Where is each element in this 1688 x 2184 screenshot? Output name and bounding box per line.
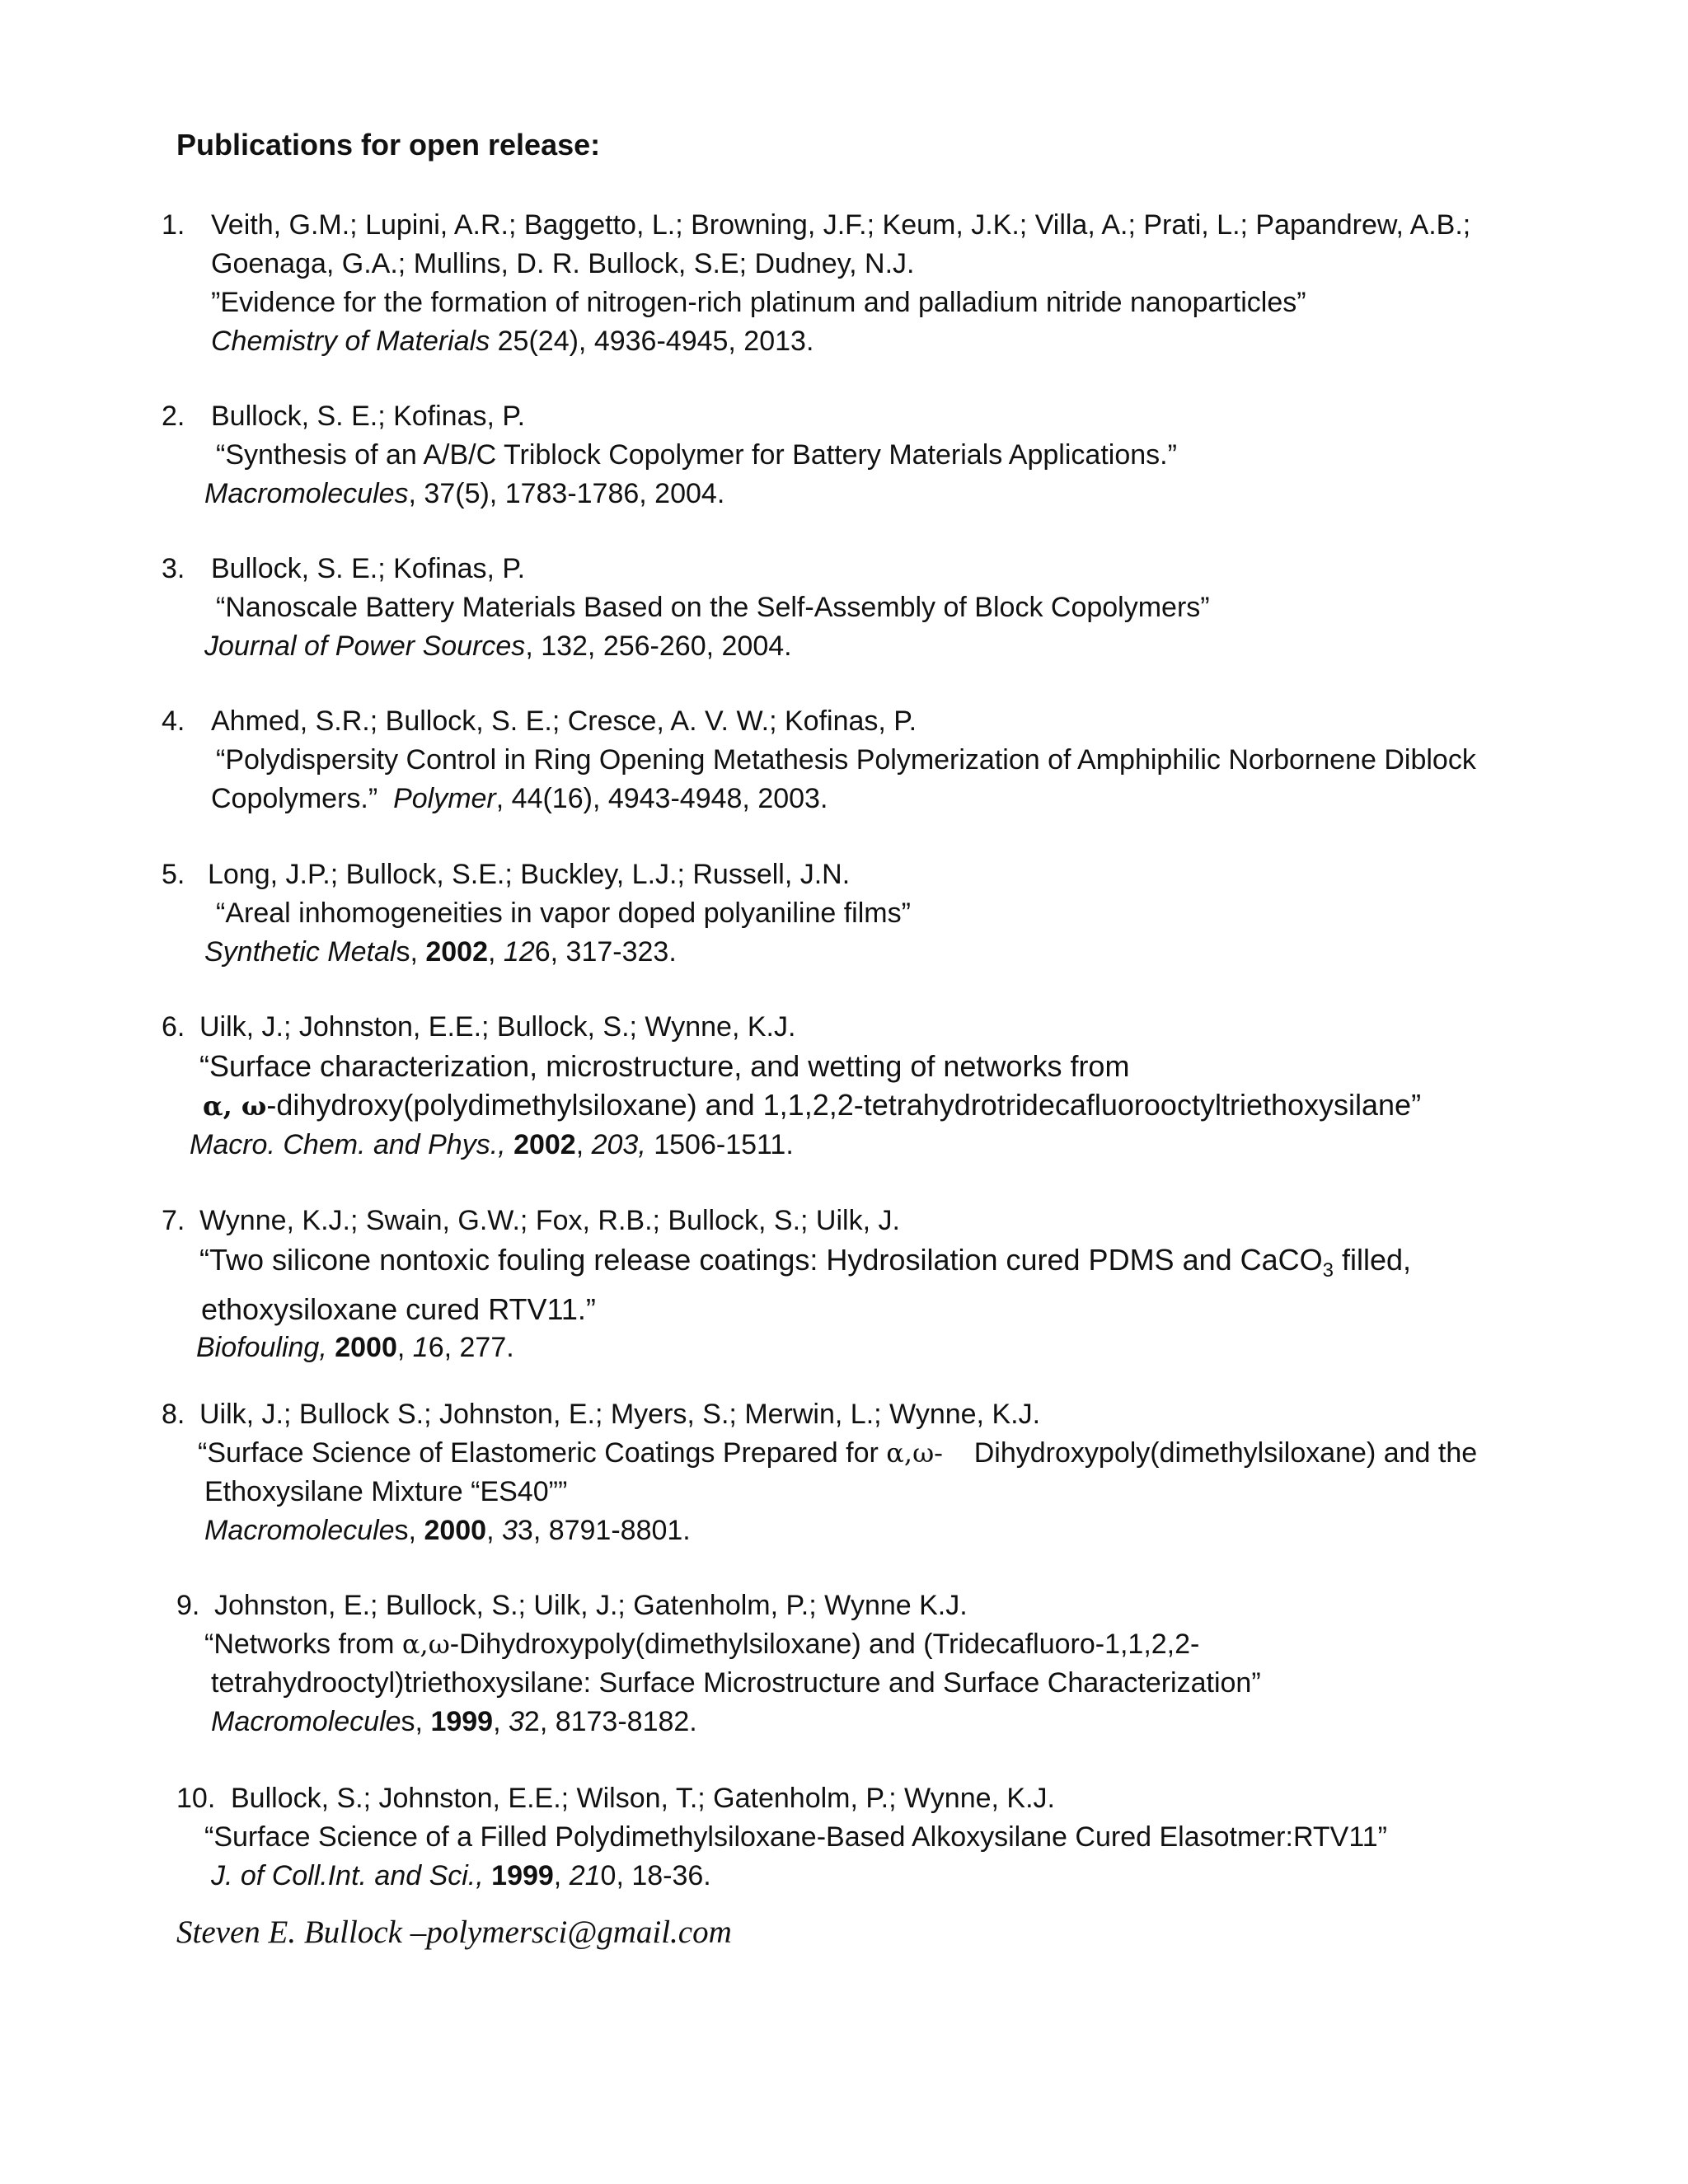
publication-citation xyxy=(211,780,1476,818)
publication-authors: Bullock, S. E.; Kofinas, P. xyxy=(211,553,526,584)
publication-citation xyxy=(204,627,1210,666)
citation-details: , xyxy=(486,1515,502,1546)
citation-details xyxy=(484,1860,491,1891)
publication-authors: Veith, G.M.; Lupini, A.R.; Baggetto, L.; Browning, J.F.; Keum, J.K.; Villa, A.; Prati, L.; Papandrew, A.B.; xyxy=(211,209,1471,241)
publication-citation xyxy=(204,933,911,972)
publication-citation xyxy=(211,322,1470,361)
greek-symbols: α,ω xyxy=(401,1629,450,1660)
publication-volume: 3 xyxy=(501,1515,518,1546)
publication-year: 2002 xyxy=(513,1129,576,1160)
citation-details: 2, 8173-8182. xyxy=(523,1706,697,1737)
publication-item xyxy=(162,702,1476,818)
publication-number: 9. xyxy=(176,1590,200,1621)
publication-item xyxy=(162,1008,1421,1165)
publication-authors: Uilk, J.; Bullock S.; Johnston, E.; Myers, S.; Merwin, L.; Wynne, K.J. xyxy=(199,1399,1041,1430)
publication-citation xyxy=(204,1511,1477,1550)
publication-citation xyxy=(211,1703,1261,1741)
publication-authors: Uilk, J.; Johnston, E.E.; Bullock, S.; Wynne, K.J. xyxy=(199,1011,796,1043)
citation-details: , xyxy=(493,1706,509,1737)
citation-details: s, xyxy=(396,936,426,968)
journal-name: J. of Coll.Int. and Sci., xyxy=(211,1860,484,1891)
citation-details: , 44(16), 4943-4948, 2003. xyxy=(495,783,828,814)
citation-details: s, xyxy=(401,1706,431,1737)
journal-name: Journal of Power Sources xyxy=(204,630,526,662)
citation-details: 25(24), 4936-4945, 2013. xyxy=(490,326,814,357)
publication-title-part: filled, xyxy=(1334,1243,1412,1277)
citation-details: 6, 277. xyxy=(428,1332,514,1364)
citation-details: , xyxy=(553,1860,570,1891)
publication-authors: Wynne, K.J.; Swain, G.W.; Fox, R.B.; Bullock, S.; Uilk, J. xyxy=(199,1205,900,1236)
journal-name: Macromolecule xyxy=(211,1706,401,1737)
publication-number: 4. xyxy=(162,705,185,737)
publication-number: 6. xyxy=(162,1011,185,1043)
publication-year: 2002 xyxy=(425,936,488,968)
publication-authors: Long, J.P.; Bullock, S.E.; Buckley, L.J.; Russell, J.N. xyxy=(208,859,851,890)
publication-citation xyxy=(196,1329,1411,1367)
page-title: Publications for open release: xyxy=(176,128,601,162)
publication-year: 1999 xyxy=(430,1706,494,1737)
publication-number: 2. xyxy=(162,401,185,432)
publication-item xyxy=(176,1586,1261,1741)
publication-title: “Synthesis of an A/B/C Triblock Copolymer for Battery Materials Applications.” xyxy=(216,439,1177,471)
citation-details: , xyxy=(575,1129,592,1160)
citation-details: 0, 18-36. xyxy=(600,1860,711,1891)
journal-name: Macromolecule xyxy=(204,1515,395,1546)
journal-name: Polymer xyxy=(393,783,496,814)
publication-citation xyxy=(204,475,1177,513)
publication-title-part: -Dihydroxypoly(dimethylsiloxane) and (Tridecafluoro-1,1,2,2- xyxy=(449,1629,1200,1660)
citation-details: 3, 8791-8801. xyxy=(517,1515,691,1546)
citation-details: s, xyxy=(394,1515,424,1546)
publication-year: 2000 xyxy=(335,1332,397,1364)
subscript: 3 xyxy=(1322,1259,1334,1282)
publication-number: 10. xyxy=(176,1783,216,1814)
publication-title xyxy=(204,1625,1261,1664)
publication-title xyxy=(203,1085,1421,1126)
publication-item xyxy=(162,206,1470,361)
publication-title: “Surface Science of a Filled Polydimethylsiloxane-Based Alkoxysilane Cured Elasotmer:RTV11” xyxy=(204,1821,1387,1853)
publication-authors: Bullock, S.; Johnston, E.E.; Wilson, T.; Gatenholm, P.; Wynne, K.J. xyxy=(231,1783,1055,1814)
publication-title-part: “Networks from xyxy=(204,1629,402,1660)
citation-details: , xyxy=(396,1332,413,1364)
publication-volume: 1 xyxy=(412,1332,429,1364)
publication-title: “Polydispersity Control in Ring Opening Metathesis Polymerization of Amphiphilic Norbornene Diblock xyxy=(216,744,1476,776)
citation-details: , 37(5), 1783-1786, 2004. xyxy=(408,478,725,509)
publication-title-part: “Two silicone nontoxic fouling release coatings: Hydrosilation cured PDMS and CaCO xyxy=(199,1243,1323,1277)
publication-authors: Johnston, E.; Bullock, S.; Uilk, J.; Gatenholm, P.; Wynne K.J. xyxy=(214,1590,968,1621)
publication-item xyxy=(162,397,1177,513)
publication-citation xyxy=(211,1857,1387,1896)
publication-number: 8. xyxy=(162,1399,185,1430)
publication-item xyxy=(162,1395,1477,1550)
journal-name: Biofouling, xyxy=(196,1332,327,1364)
publication-title-rest: -dihydroxy(polydimethylsiloxane) and 1,1,2,2-tetrahydrotridecafluorooctyltriethoxysilane” xyxy=(266,1088,1422,1122)
citation-details: , xyxy=(488,936,504,968)
publication-year: 1999 xyxy=(491,1860,554,1891)
journal-name: Synthetic Metal xyxy=(204,936,396,968)
publication-title: “Areal inhomogeneities in vapor doped polyaniline films” xyxy=(216,898,911,929)
publication-item xyxy=(176,1779,1387,1896)
publication-title: Ethoxysilane Mixture “ES40”” xyxy=(204,1476,568,1507)
publication-volume: 3 xyxy=(508,1706,524,1737)
publication-item xyxy=(162,550,1210,666)
greek-symbols: α,ω- xyxy=(886,1437,943,1469)
publication-volume: 203, xyxy=(591,1129,646,1160)
publication-number: 7. xyxy=(162,1205,185,1236)
publication-title: ethoxysiloxane cured RTV11.” xyxy=(201,1292,596,1327)
citation-details: 6, 317-323. xyxy=(534,936,677,968)
publication-volume: 21 xyxy=(569,1860,601,1891)
publication-authors: Ahmed, S.R.; Bullock, S. E.; Cresce, A. V. W.; Kofinas, P. xyxy=(211,705,917,737)
publication-title xyxy=(199,1240,1411,1290)
publication-item xyxy=(162,1202,1411,1367)
publication-title-part: “Surface Science of Elastomeric Coatings Prepared for xyxy=(198,1437,887,1469)
publication-title: Copolymers.” xyxy=(211,783,394,814)
citation-details: 1506-1511. xyxy=(645,1129,794,1160)
publication-volume: 12 xyxy=(503,936,535,968)
publication-number: 3. xyxy=(162,553,185,584)
journal-name: Macromolecules xyxy=(204,478,409,509)
publication-year: 2000 xyxy=(424,1515,487,1546)
greek-symbols: α, ω xyxy=(203,1090,267,1122)
publication-authors: Goenaga, G.A.; Mullins, D. R. Bullock, S.E; Dudney, N.J. xyxy=(211,248,915,279)
journal-name: Macro. Chem. and Phys., xyxy=(190,1129,506,1160)
publication-title: tetrahydrooctyl)triethoxysilane: Surface Microstructure and Surface Characterization” xyxy=(211,1667,1261,1699)
citation-details: , 132, 256-260, 2004. xyxy=(525,630,792,662)
publication-title: “Nanoscale Battery Materials Based on the Self-Assembly of Block Copolymers” xyxy=(216,592,1210,623)
journal-name: Chemistry of Materials xyxy=(211,326,490,357)
publication-title: ”Evidence for the formation of nitrogen-rich platinum and palladium nitride nanoparticles” xyxy=(211,287,1306,318)
author-signature-email: Steven E. Bullock –polymersci@gmail.com xyxy=(176,1915,732,1950)
publication-citation xyxy=(190,1126,1421,1165)
publication-title xyxy=(198,1434,1477,1473)
publication-item xyxy=(162,855,911,972)
publication-number: 1. xyxy=(162,209,185,241)
publication-title-part: Dihydroxypoly(dimethylsiloxane) and the xyxy=(942,1437,1478,1469)
publication-title: “Surface characterization, microstructure, and wetting of networks from xyxy=(199,1049,1130,1083)
publication-number: 5. xyxy=(162,859,185,890)
publication-authors: Bullock, S. E.; Kofinas, P. xyxy=(211,401,526,432)
